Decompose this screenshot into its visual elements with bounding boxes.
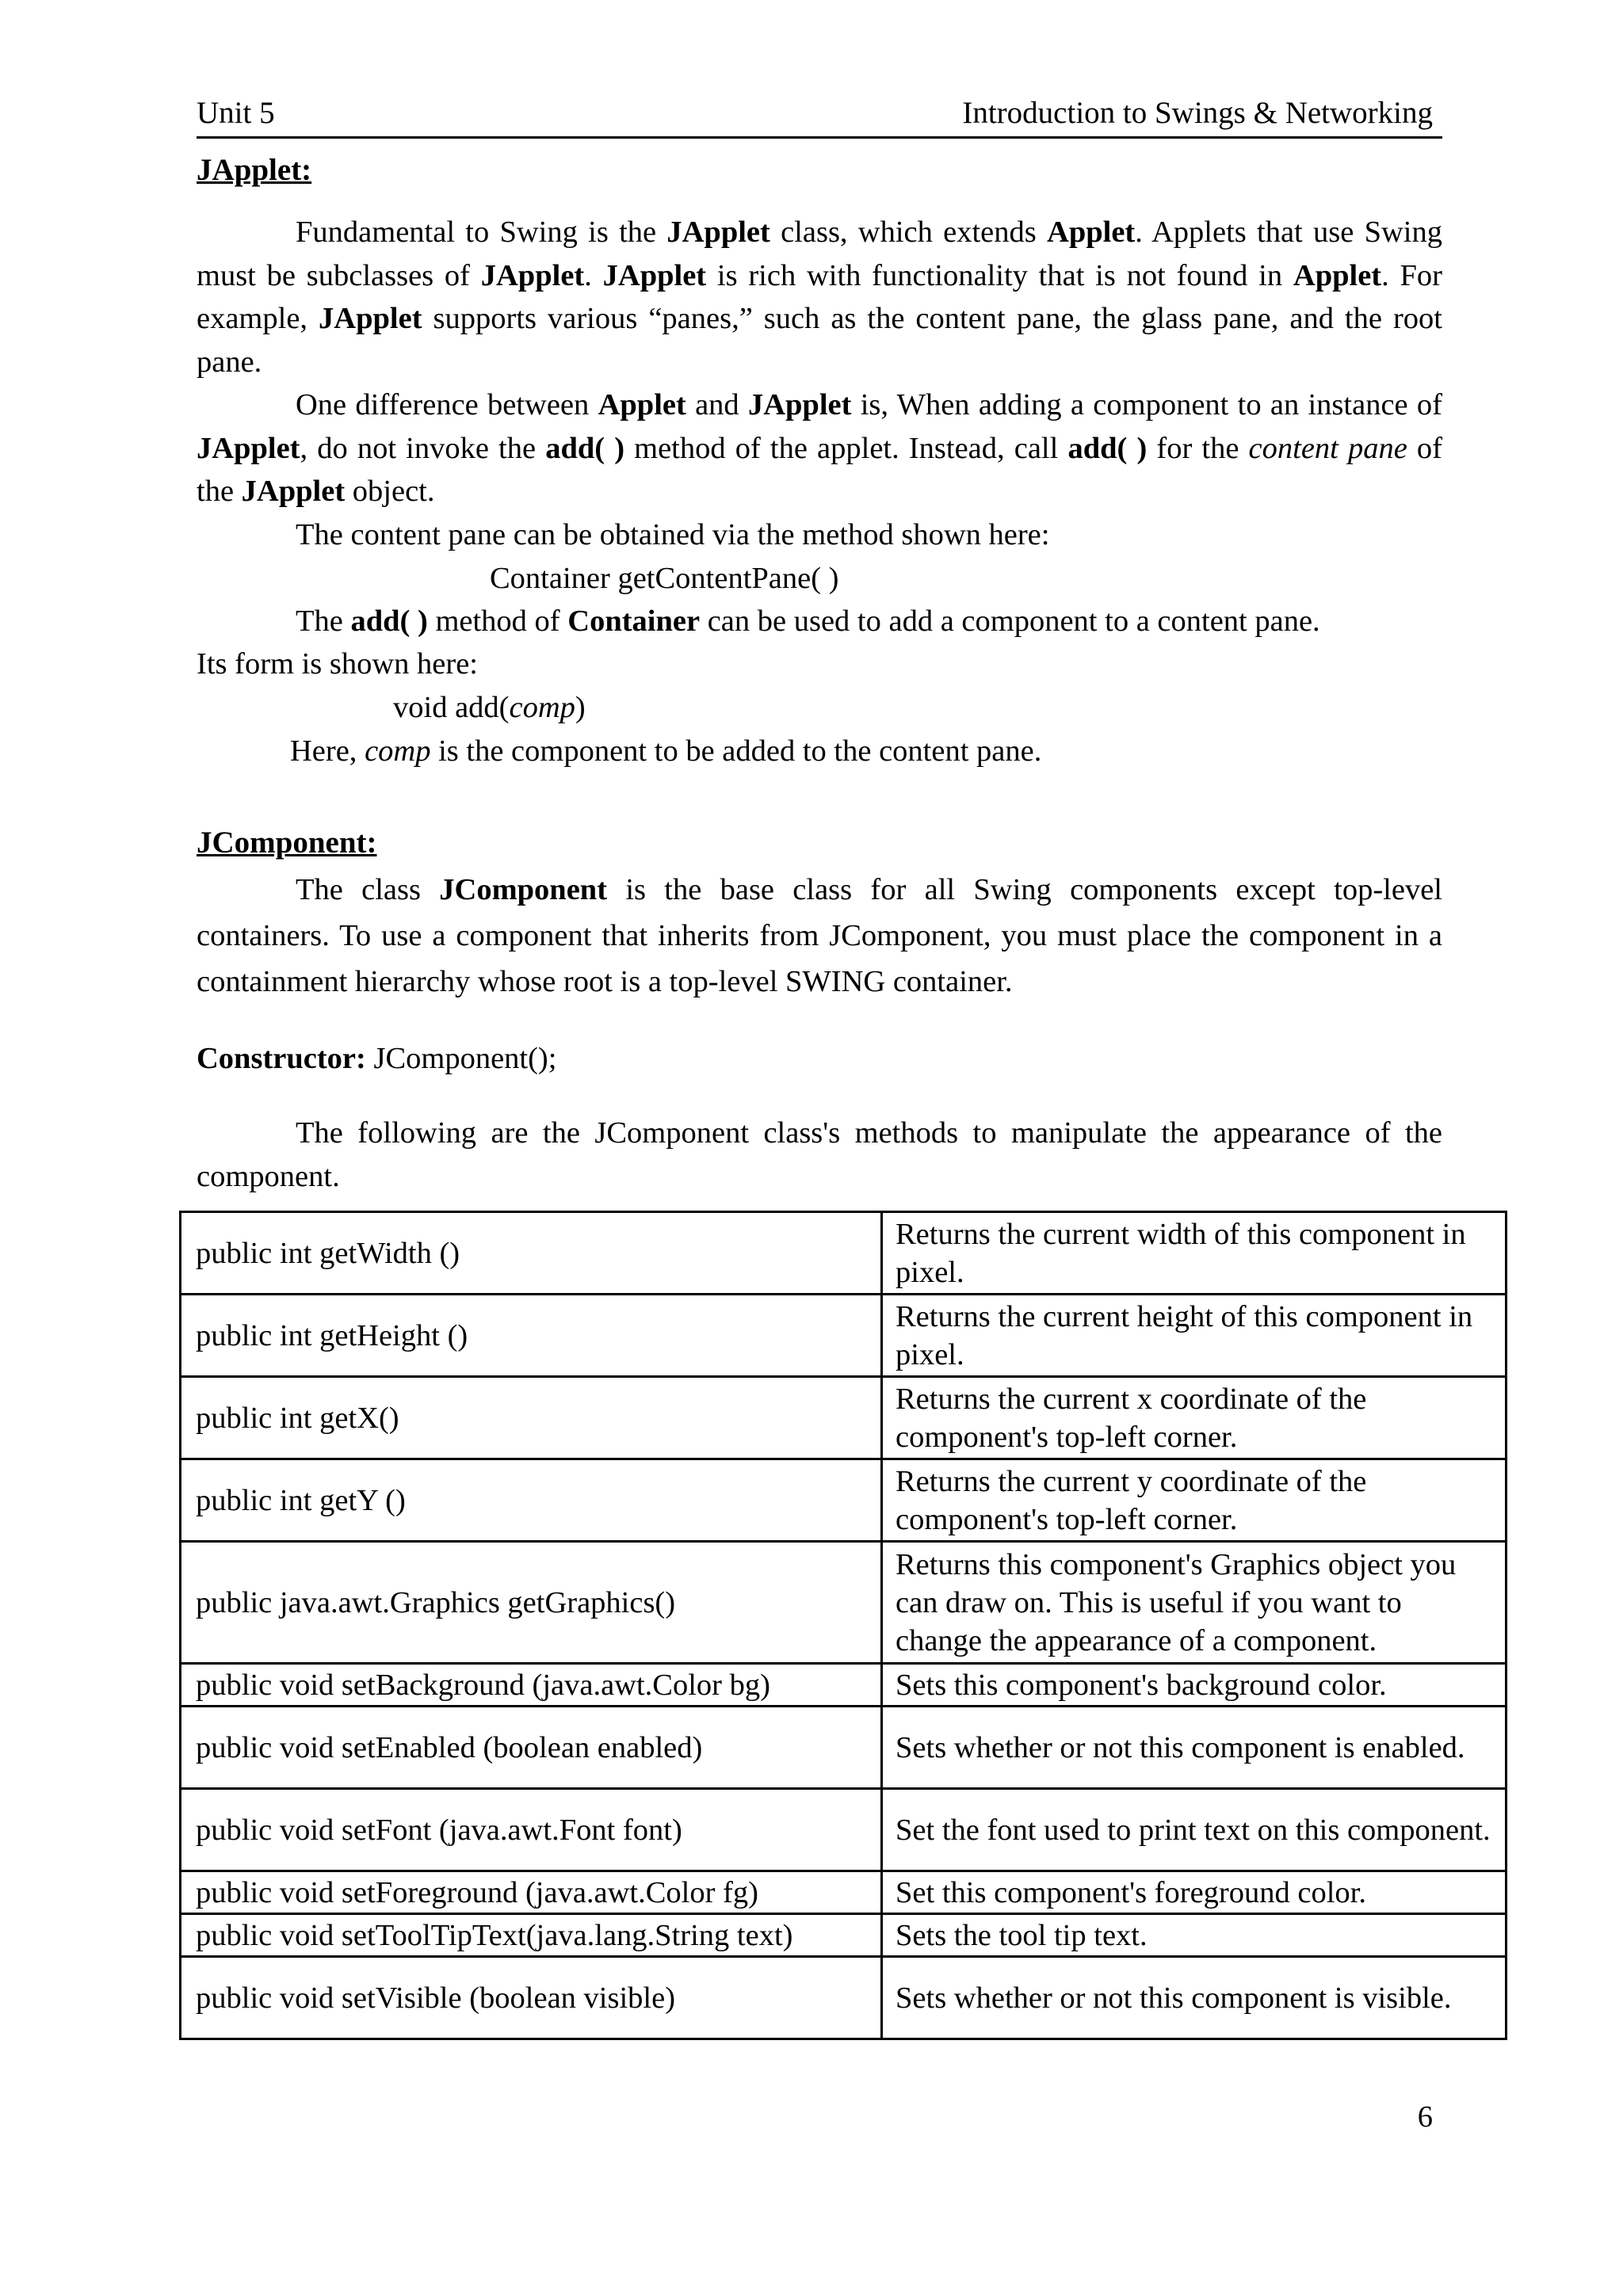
japplet-paragraph-3 — [296, 513, 1049, 557]
method-signature: public int getWidth () — [181, 1212, 882, 1295]
text-run: JApplet — [480, 258, 585, 292]
text-run: The following are the JComponent class's methods to manipulate the appearance of the component. — [197, 1116, 1442, 1193]
method-signature: public void setForeground (java.awt.Color fg) — [181, 1871, 882, 1914]
methods-table — [179, 1211, 1507, 2040]
text-run: add( ) — [350, 605, 428, 638]
method-description: Set this component's foreground color. — [882, 1871, 1507, 1914]
text-run: object. — [345, 475, 435, 508]
page-number: 6 — [1417, 2100, 1433, 2134]
text-run: comp — [365, 734, 431, 768]
text-run: content pane — [1248, 431, 1407, 465]
header-unit: Unit 5 — [197, 96, 275, 130]
text-run: The — [296, 605, 351, 638]
text-run: add( ) — [1067, 431, 1148, 465]
method-description: Sets the tool tip text. — [882, 1914, 1507, 1957]
text-run: JApplet — [197, 431, 300, 465]
header-title: Introduction to Swings & Networking — [962, 96, 1433, 130]
text-run: is the component to be added to the content pane. — [430, 734, 1042, 768]
text-run: Applet — [1047, 215, 1136, 249]
text-run: void add( — [393, 691, 510, 724]
method-description: Returns the current height of this component in pixel. — [882, 1295, 1507, 1377]
method-row — [181, 1212, 1507, 1295]
method-row — [181, 1542, 1507, 1664]
constructor-line — [197, 1037, 556, 1081]
method-description: Sets this component's background color. — [882, 1664, 1507, 1707]
japplet-paragraph-4 — [296, 600, 1320, 643]
japplet-paragraph-5 — [290, 730, 1041, 773]
method-signature: public java.awt.Graphics getGraphics() — [181, 1542, 882, 1664]
method-row — [181, 1789, 1507, 1871]
method-signature: public void setEnabled (boolean enabled) — [181, 1707, 882, 1789]
method-description: Sets whether or not this component is visible. — [882, 1957, 1507, 2039]
text-run: The content pane can be obtained via the method shown here: — [296, 518, 1050, 551]
method-description: Returns the current x coordinate of the component's top-left corner. — [882, 1377, 1507, 1459]
text-run: add( ) — [545, 431, 625, 465]
text-run: Container getContentPane( ) — [490, 562, 839, 595]
method-signature: public int getHeight () — [181, 1295, 882, 1377]
method-signature: public void setFont (java.awt.Font font) — [181, 1789, 882, 1871]
method-description: Returns the current width of this component in pixel. — [882, 1212, 1507, 1295]
text-run: Container — [567, 605, 701, 638]
text-run: and — [685, 388, 748, 421]
text-run: JApplet — [319, 302, 422, 335]
text-run: comp — [509, 691, 575, 724]
text-run: JApplet — [241, 475, 346, 508]
method-signature: public void setBackground (java.awt.Color bg) — [181, 1664, 882, 1707]
japplet-heading: JApplet: — [197, 153, 312, 187]
text-run: method of — [427, 605, 568, 638]
method-row — [181, 1871, 1507, 1914]
method-signature: public void setToolTipText(java.lang.String text) — [181, 1914, 882, 1957]
text-run: class, which extends — [769, 215, 1048, 249]
method-row — [181, 1295, 1507, 1377]
text-run: . Applets that use Swing must be subclasses of — [197, 215, 1442, 292]
text-run: of the — [197, 431, 1442, 508]
jcomponent-paragraph-2 — [197, 1112, 1442, 1198]
text-run: Applet — [598, 388, 686, 421]
method-signature: public void setVisible (boolean visible) — [181, 1957, 882, 2039]
method-row — [181, 1459, 1507, 1542]
japplet-paragraph-1 — [197, 211, 1442, 383]
text-run: . — [584, 258, 603, 292]
text-run: JApplet — [666, 215, 770, 249]
code-get-content-pane — [490, 557, 839, 601]
text-run: is rich with functionality that is not found in — [706, 258, 1293, 292]
method-description: Sets whether or not this component is enabled. — [882, 1707, 1507, 1789]
method-row — [181, 1914, 1507, 1957]
text-run: method of the applet. Instead, call — [624, 431, 1068, 465]
text-run: One difference between — [296, 388, 598, 421]
text-run: Its form is shown here: — [197, 647, 478, 681]
text-run: ) — [575, 691, 586, 724]
japplet-paragraph-4-cont — [197, 643, 478, 686]
text-run: JApplet — [747, 388, 852, 421]
text-run: The class — [296, 873, 440, 906]
text-run: Fundamental to Swing is the — [296, 215, 667, 249]
text-run: , do not invoke the — [300, 431, 546, 465]
jcomponent-heading: JComponent: — [197, 826, 377, 860]
text-run: Applet — [1293, 258, 1382, 292]
method-row — [181, 1957, 1507, 2039]
running-header — [197, 86, 1442, 139]
code-add-method — [393, 686, 586, 730]
text-run: JApplet — [602, 258, 707, 292]
method-signature: public int getX() — [181, 1377, 882, 1459]
text-run: Constructor: — [197, 1042, 366, 1075]
method-row — [181, 1707, 1507, 1789]
text-run: supports various “panes,” such as the content pane, the glass pane, and the root pane. — [197, 302, 1442, 379]
text-run: Here, — [290, 734, 365, 768]
method-description: Returns the current y coordinate of the component's top-left corner. — [882, 1459, 1507, 1542]
text-run: is the base class for all Swing components except top-level containers. To use a component that inherits from JComponent, you must place the component in a containment hierarchy whose root is a top-level SWING container. — [197, 873, 1442, 998]
text-run: can be used to add a component to a content pane. — [700, 605, 1320, 638]
text-run: for the — [1147, 431, 1249, 465]
method-signature: public int getY () — [181, 1459, 882, 1542]
method-row — [181, 1377, 1507, 1459]
method-description: Returns this component's Graphics object you can draw on. This is useful if you want to change the appearance of a component. — [882, 1542, 1507, 1664]
text-run: is, When adding a component to an instance of — [851, 388, 1442, 421]
japplet-paragraph-2 — [197, 383, 1442, 513]
method-description: Set the font used to print text on this component. — [882, 1789, 1507, 1871]
text-run: JComponent — [439, 873, 608, 906]
jcomponent-paragraph-1 — [197, 867, 1442, 1005]
text-run: JComponent(); — [365, 1042, 557, 1075]
text-run: . For example, — [197, 258, 1443, 335]
method-row — [181, 1664, 1507, 1707]
